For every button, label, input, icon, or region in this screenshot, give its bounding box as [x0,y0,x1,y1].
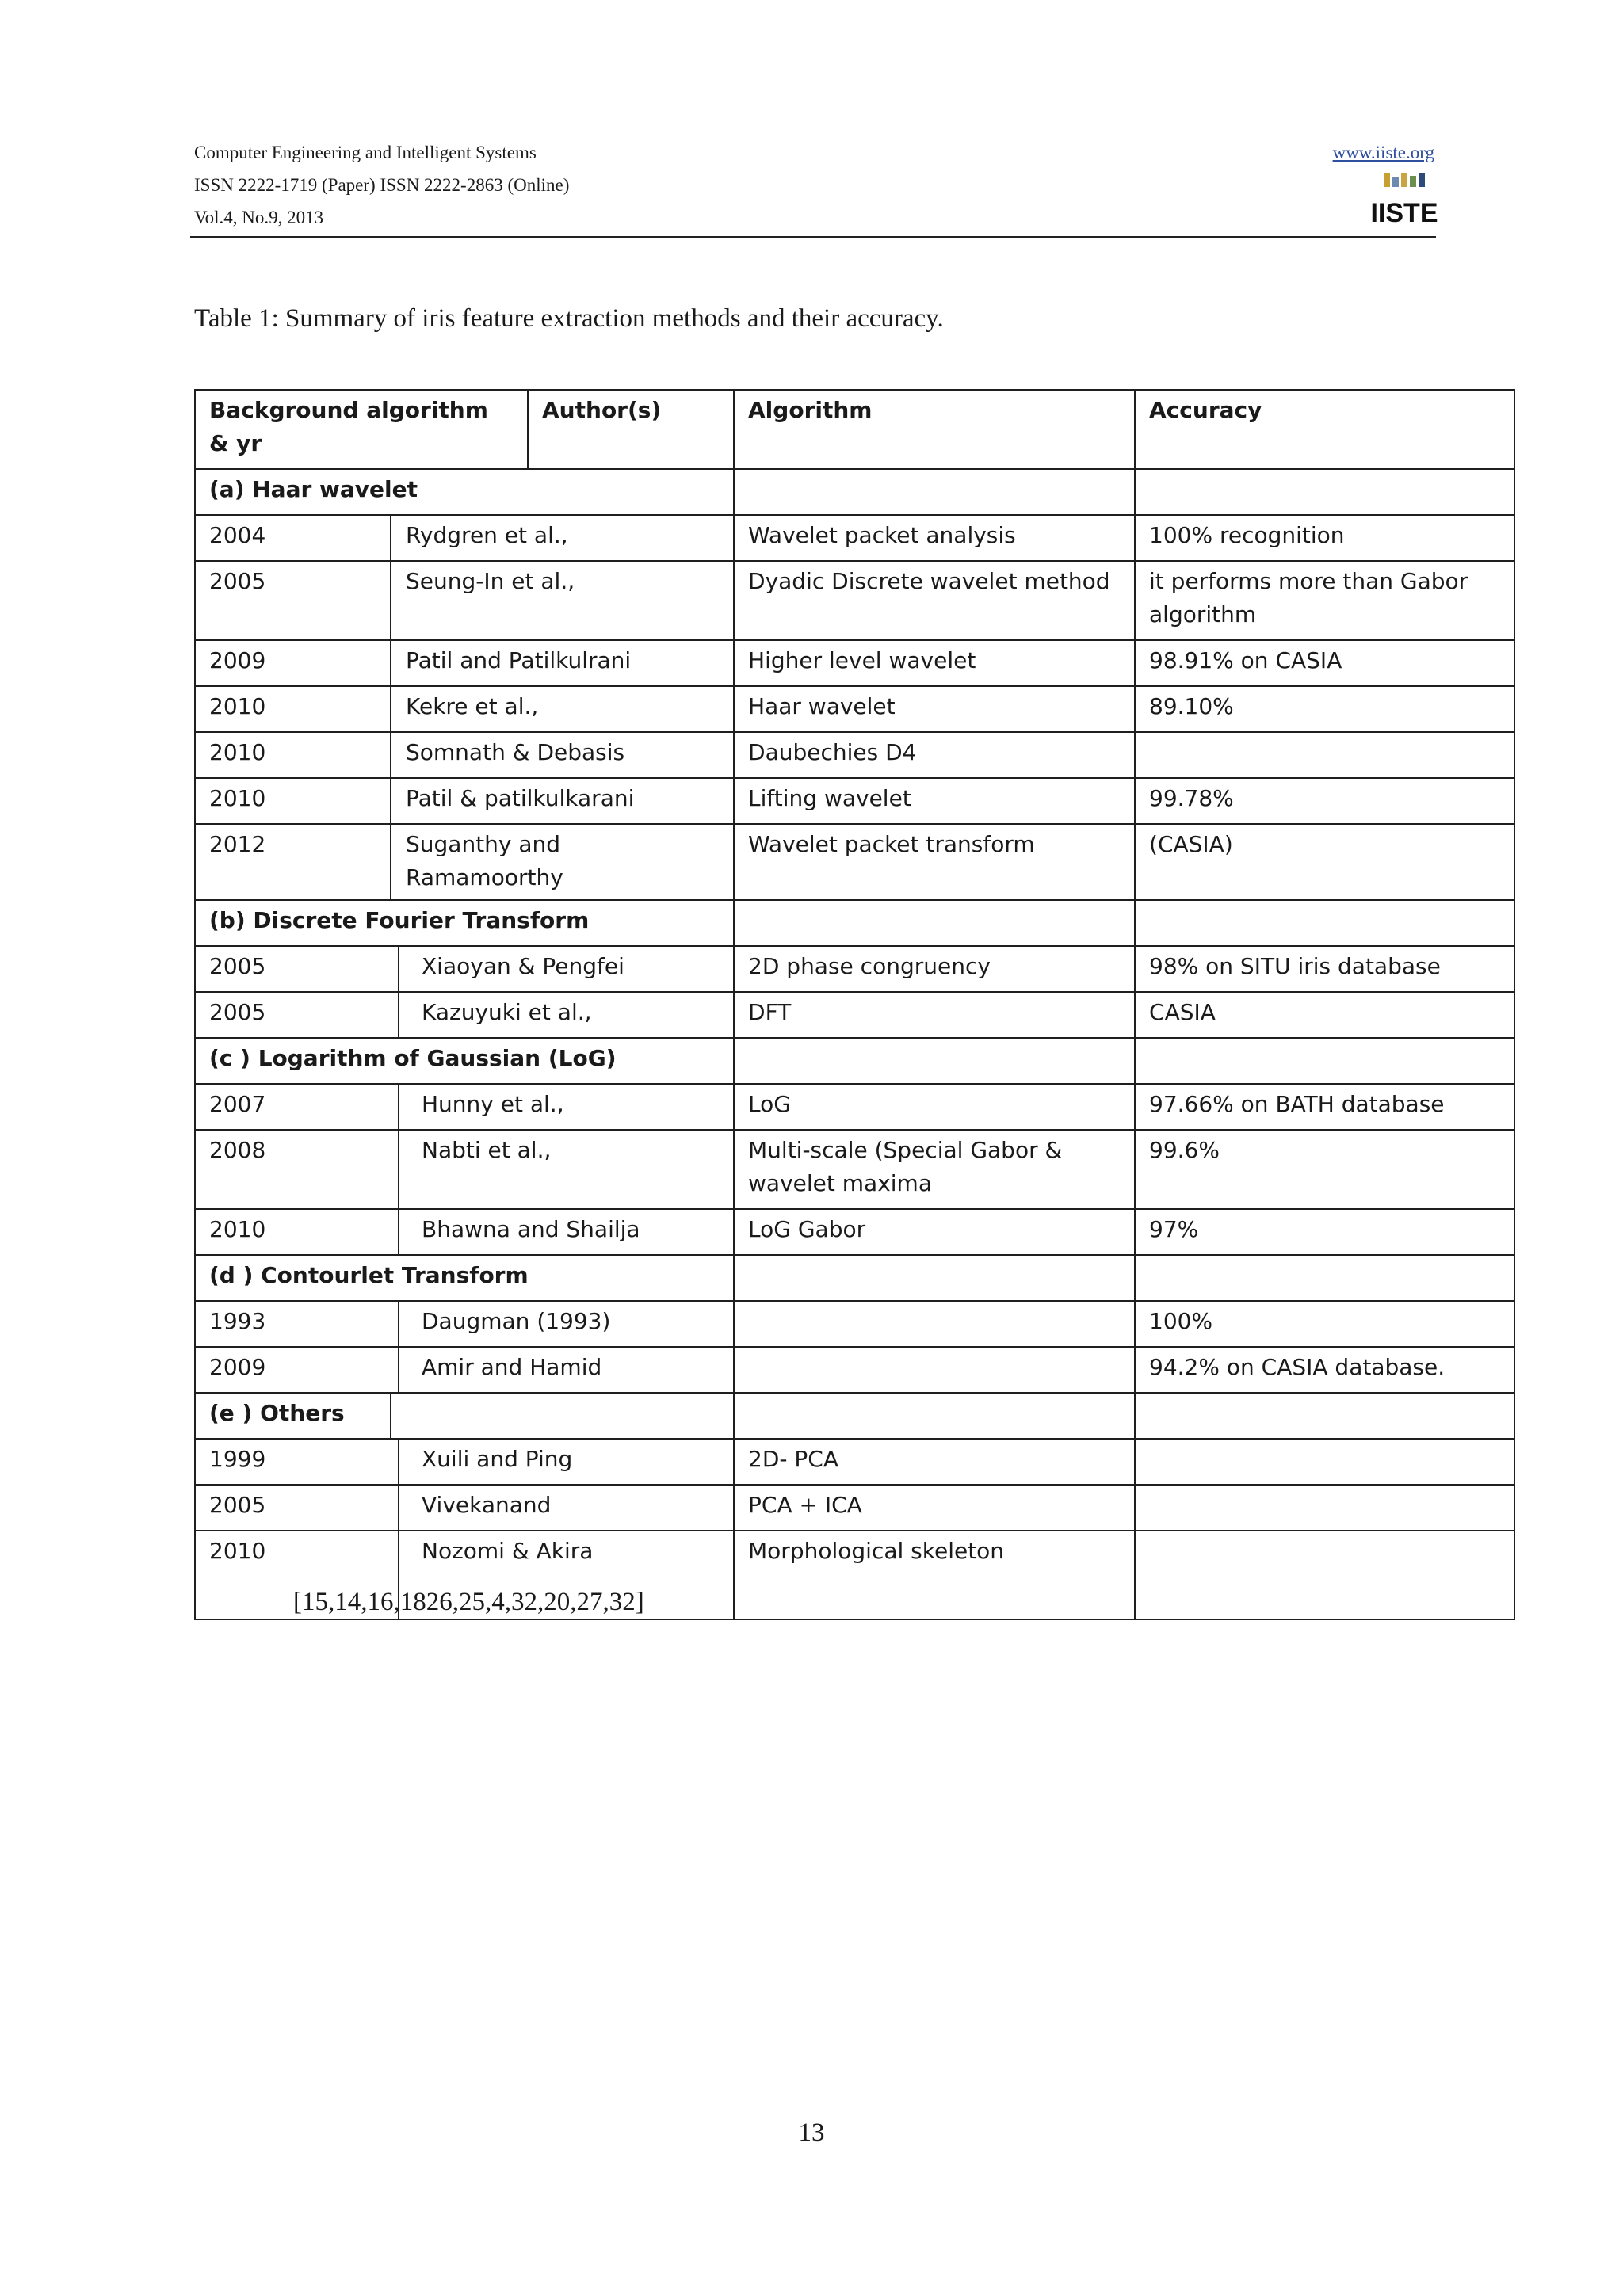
accuracy-cell [1135,1485,1514,1531]
author-cell: Somnath & Debasis [391,732,734,778]
year-cell: 2010 [195,778,391,824]
empty-cell [734,1038,1135,1084]
algorithm-cell: PCA + ICA [734,1485,1135,1531]
author-cell: Xuili and Ping [399,1439,734,1485]
year-cell: 2005 [195,946,399,992]
accuracy-cell: 100% [1135,1301,1514,1347]
table-header-row [195,390,1514,469]
year-cell: 2007 [195,1084,399,1130]
table-row [195,1347,1514,1393]
author-cell: Nabti et al., [399,1130,734,1209]
empty-cell [1135,900,1514,946]
year-cell: 2010 [195,1209,399,1255]
table-row [195,1301,1514,1347]
section-title: (c ) Logarithm of Gaussian (LoG) [195,1038,734,1084]
author-cell: Xiaoyan & Pengfei [399,946,734,992]
year-cell: 2005 [195,561,391,640]
algorithm-cell: 2D phase congruency [734,946,1135,992]
algorithm-cell: Daubechies D4 [734,732,1135,778]
accuracy-cell: 97.66% on BATH database [1135,1084,1514,1130]
header-algorithm: Algorithm [734,390,1135,469]
empty-cell [1135,1393,1514,1439]
table-row [195,515,1514,561]
table-row [195,824,1514,900]
header-authors: Author(s) [528,390,734,469]
table-row [195,1439,1514,1485]
accuracy-cell: it performs more than Gabor algorithm [1135,561,1514,640]
author-cell: Kazuyuki et al., [399,992,734,1038]
accuracy-cell [1135,1531,1514,1619]
table-row [195,640,1514,686]
empty-cell [734,1255,1135,1301]
algorithm-cell: Morphological skeleton [734,1531,1135,1619]
accuracy-cell: 94.2% on CASIA database. [1135,1347,1514,1393]
header-background: Background algorithm & yr [195,390,528,469]
author-cell: Patil & patilkulkarani [391,778,734,824]
section-title: (d ) Contourlet Transform [195,1255,734,1301]
year-cell: 2009 [195,1347,399,1393]
table-section-row [195,1255,1514,1301]
table-row [195,1485,1514,1531]
algorithm-cell [734,1347,1135,1393]
empty-cell [734,1393,1135,1439]
year-cell: 2004 [195,515,391,561]
empty-cell [1135,469,1514,515]
author-cell: Nozomi & Akira [399,1531,734,1619]
section-title: (b) Discrete Fourier Transform [195,900,734,946]
header-rule [190,236,1436,238]
website-link[interactable]: www.iiste.org [1332,143,1434,162]
algorithm-cell: DFT [734,992,1135,1038]
table-section-row [195,900,1514,946]
author-cell: Seung-In et al., [391,561,734,640]
accuracy-cell: 98% on SITU iris database [1135,946,1514,992]
table-row [195,946,1514,992]
author-cell: Suganthy and Ramamoorthy [391,824,734,900]
algorithm-cell: Lifting wavelet [734,778,1135,824]
year-cell: 1993 [195,1301,399,1347]
author-cell: Daugman (1993) [399,1301,734,1347]
author-cell: Vivekanand [399,1485,734,1531]
header-accuracy: Accuracy [1135,390,1514,469]
accuracy-cell: CASIA [1135,992,1514,1038]
year-cell: 1999 [195,1439,399,1485]
author-cell: Patil and Patilkulrani [391,640,734,686]
empty-cell [1135,1038,1514,1084]
algorithm-cell: Wavelet packet analysis [734,515,1135,561]
algorithm-cell: Higher level wavelet [734,640,1135,686]
algorithm-cell: Dyadic Discrete wavelet method [734,561,1135,640]
year-cell: 2005 [195,992,399,1038]
section-title: (e ) Others [195,1393,391,1439]
accuracy-cell [1135,732,1514,778]
section-title: (a) Haar wavelet [195,469,734,515]
algorithm-cell: LoG Gabor [734,1209,1135,1255]
year-cell: 2010 [195,686,391,732]
table-section-row [195,1393,1514,1439]
accuracy-cell: 99.78% [1135,778,1514,824]
table-row [195,1084,1514,1130]
accuracy-cell: 100% recognition [1135,515,1514,561]
summary-table-body [195,390,1514,1619]
year-cell: 2010 [195,1531,399,1619]
summary-table [194,389,1515,1620]
table-row [195,561,1514,640]
accuracy-cell: (CASIA) [1135,824,1514,900]
page-header [194,136,1438,234]
table-row [195,1209,1514,1255]
summary-table-container [194,389,1514,1620]
table-section-row [195,1038,1514,1084]
empty-cell [734,900,1135,946]
author-cell: Bhawna and Shailja [399,1209,734,1255]
table-row [195,992,1514,1038]
accuracy-cell [1135,1439,1514,1485]
accuracy-cell: 97% [1135,1209,1514,1255]
empty-cell [734,469,1135,515]
issn-line: ISSN 2222-1719 (Paper) ISSN 2222-2863 (Online) [194,175,570,195]
algorithm-cell: LoG [734,1084,1135,1130]
algorithm-cell: Multi-scale (Special Gabor & wavelet maxima [734,1130,1135,1209]
iiste-logo-icon [1370,171,1438,228]
table-row [195,732,1514,778]
year-cell: 2008 [195,1130,399,1209]
author-cell: Hunny et al., [399,1084,734,1130]
accuracy-cell: 98.91% on CASIA [1135,640,1514,686]
table-row [195,686,1514,732]
empty-cell [1135,1255,1514,1301]
table-row [195,778,1514,824]
table-section-row [195,469,1514,515]
year-cell: 2012 [195,824,391,900]
year-cell: 2005 [195,1485,399,1531]
volume-line: Vol.4, No.9, 2013 [194,208,324,227]
author-cell: Kekre et al., [391,686,734,732]
author-cell: Amir and Hamid [399,1347,734,1393]
year-cell: 2010 [195,732,391,778]
accuracy-cell: 89.10% [1135,686,1514,732]
author-cell: Rydgren et al., [391,515,734,561]
journal-name: Computer Engineering and Intelligent Systems [194,143,537,162]
table-caption: Table 1: Summary of iris feature extraction methods and their accuracy. [194,304,944,333]
page-number: 13 [798,2119,825,2147]
reference-list: [15,14,16,1826,25,4,32,20,27,32] [293,1588,644,1616]
empty-cell [391,1393,734,1439]
logo-text: IISTE [1370,198,1438,228]
year-cell: 2009 [195,640,391,686]
algorithm-cell: 2D- PCA [734,1439,1135,1485]
algorithm-cell: Haar wavelet [734,686,1135,732]
table-row [195,1130,1514,1209]
algorithm-cell: Wavelet packet transform [734,824,1135,900]
algorithm-cell [734,1301,1135,1347]
accuracy-cell: 99.6% [1135,1130,1514,1209]
